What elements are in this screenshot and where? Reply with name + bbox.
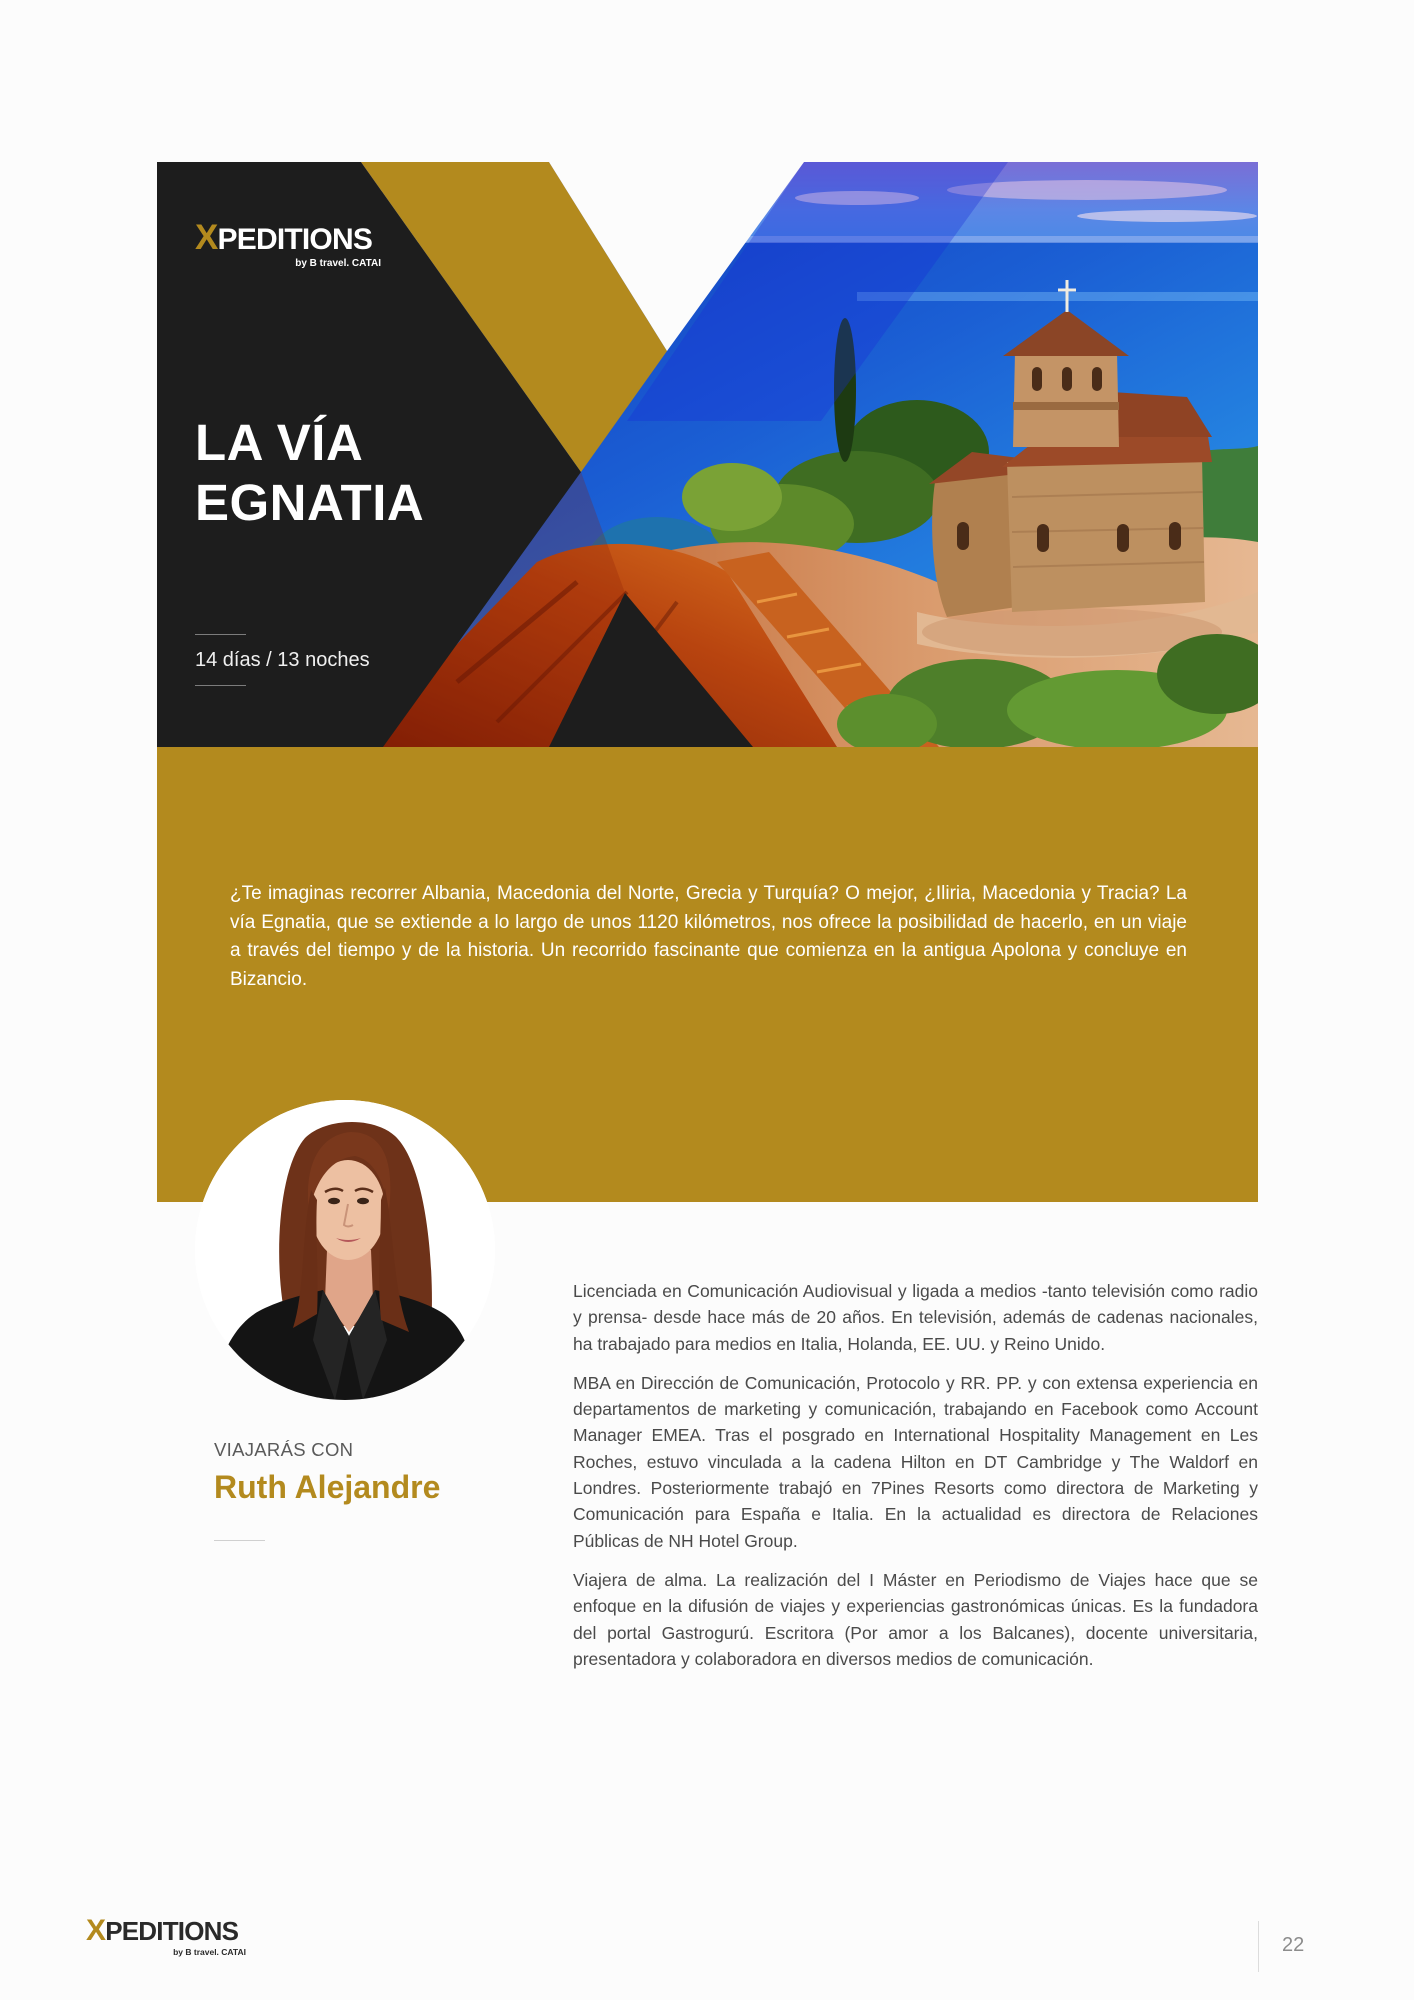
guide-portrait — [195, 1100, 495, 1400]
page-number: 22 — [1282, 1934, 1305, 1956]
intro-text: ¿Te imaginas recorrer Albania, Macedonia del Norte, Grecia y Turquía? O mejor, ¿Iliria, Macedonia y Tracia? La vía Egnatia, que se extiende a lo largo de unos 1120 kilómetros, nos ofrece la posibilidad de hacerlo, en un viaje a través del tiempo y de la historia. Un recorrido fascinante que comienza en la antigua Apolona y concluye en Bizancio. — [230, 883, 1187, 991]
bio-paragraph: Licenciada en Comunicación Audiovisual y ligada a medios -tanto televisión como radio y prensa- desde hace más de 20 años. En televisión, además de cadenas nacionales, ha trabajado para medios en Italia, Holanda, EE. UU. y Reino Unido. — [573, 1281, 1258, 1354]
guide-name: Ruth Alejandre — [214, 1469, 441, 1505]
divider — [195, 634, 246, 635]
divider — [214, 1540, 265, 1541]
footer-logo — [86, 1915, 246, 1957]
logo-mark: X — [86, 1914, 106, 1947]
logo-mark: X — [195, 218, 218, 257]
hero-banner — [157, 162, 1258, 747]
guide-bio — [573, 1278, 1258, 1685]
logo-word: PEDITIONS — [217, 223, 373, 256]
logo-word: PEDITIONS — [105, 1916, 239, 1946]
footer-divider — [1258, 1921, 1259, 1972]
bio-paragraph: Viajera de alma. La realización del I Máster en Periodismo de Viajes hace que se enfoque en la difusión de viajes y experiencias gastronómicas únicas. Es la fundadora del portal Gastrogurú. Escritora (Por amor a los Balcanes), docente universitaria, presentadora y colaboradora en diversos medios de comunicación. — [573, 1569, 1258, 1669]
bio-paragraph: MBA en Dirección de Comunicación, Protocolo y RR. PP. y con extensa experiencia en departamentos de marketing y comunicación, trabajando en Facebook como Account Manager EMEA. Tras el posgrado en International Hospitality Management en Les Roches, estuvo vinculada a la cadena Hilton en DT Cambridge y The Waldorf en Londres. Posteriormente trabajó en 7Pines Resorts como directora de Marketing y Comunicación para España e Italia. En la actualidad es directora de Relaciones Públicas de NH Hotel Group. — [573, 1372, 1258, 1551]
title-line-2: EGNATIA — [195, 474, 425, 531]
brand-logo — [195, 220, 381, 270]
guide-label: VIAJARÁS CON — [214, 1439, 354, 1460]
avatar — [195, 1100, 495, 1400]
logo-tagline: by B travel. CATAI — [173, 1947, 246, 1957]
logo-tagline: by B travel. CATAI — [295, 258, 381, 269]
divider — [195, 685, 246, 686]
page-title — [195, 413, 424, 533]
title-line-1: LA VÍA — [195, 414, 364, 471]
trip-duration: 14 días / 13 noches — [195, 649, 370, 671]
